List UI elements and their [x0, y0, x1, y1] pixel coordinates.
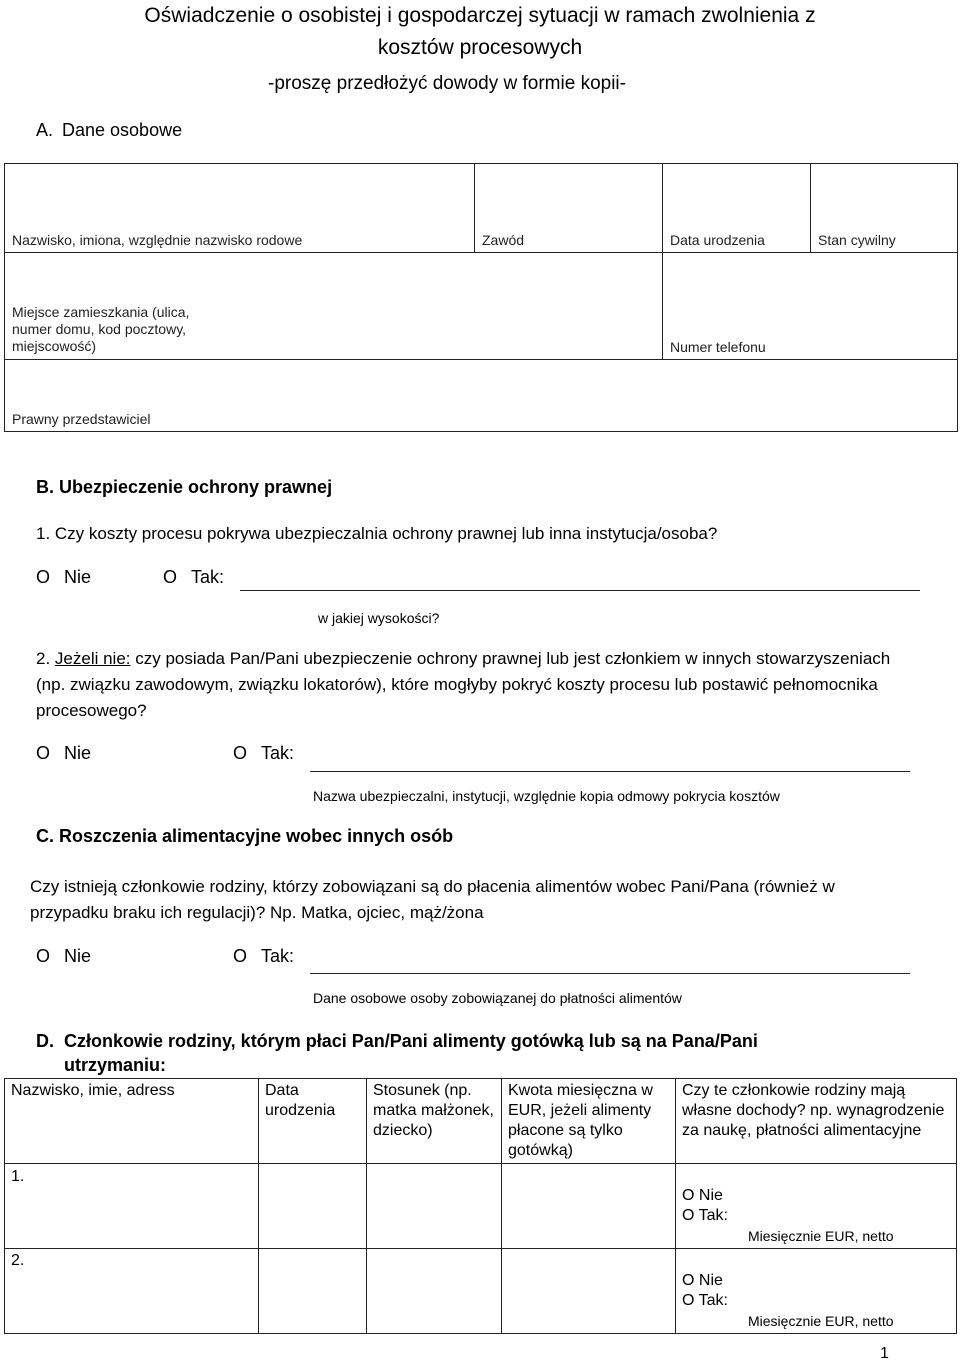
question-2: 2. Jeżeli nie: czy posiada Pan/Pani ubezpieczenie ochrony prawnej lub jest członkiem w innych stowarzyszeniach (np. związku zawodowym, związku lokatorów), które mogłyby pokryć koszty procesu lub postawić pełnomocnika procesowego?	[36, 649, 891, 720]
name-field[interactable]: Nazwisko, imiona, względnie nazwisko rodowe	[5, 164, 475, 253]
section-c-question: Czy istnieją członkowie rodziny, którzy zobowiązani są do płacenia alimentów wobec Pani/Pana (również w przypadku braku ich regulacji)? Np. Matka, ojciec, mąż/żona	[30, 877, 835, 922]
row-amount-cell[interactable]	[502, 1164, 676, 1249]
row-birthdate-cell[interactable]	[259, 1249, 367, 1334]
family-members-table	[4, 1078, 957, 1334]
row-yes-option[interactable]: O Tak:	[682, 1207, 728, 1224]
birthdate-field[interactable]: Data urodzenia	[663, 164, 811, 253]
row-relation-cell[interactable]	[367, 1249, 502, 1334]
section-a-heading: A. Dane osobowe	[36, 120, 183, 140]
row-name-cell[interactable]: 1.	[5, 1164, 259, 1249]
row-income-cell	[676, 1249, 957, 1334]
monthly-net-label: Miesięcznie EUR, netto	[748, 1313, 894, 1329]
representative-field[interactable]: Prawny przedstawiciel	[5, 360, 958, 432]
header-monthly-amount: Kwota miesięczna w EUR, jeżeli alimenty płacone są tylko gotówką)	[502, 1079, 676, 1164]
row-income-cell	[676, 1164, 957, 1249]
q2-yes-option[interactable]: O Tak:	[233, 743, 295, 763]
radio-icon: O	[682, 1272, 695, 1289]
q2-label: Nazwa ubezpieczalni, instytucji, względnie kopia odmowy pokrycia kosztów	[313, 788, 780, 804]
address-field[interactable]: Miejsce zamieszkania (ulica, numer domu, kod pocztowy, miejscowość)	[5, 253, 663, 360]
section-b-heading: B. Ubezpieczenie ochrony prawnej	[36, 477, 333, 497]
question-1: 1. Czy koszty procesu pokrywa ubezpieczalnia ochrony prawnej lub inna instytucja/osoba?	[36, 524, 718, 543]
row-no-option[interactable]: O Nie	[682, 1272, 723, 1289]
q2-answer-line[interactable]	[310, 771, 910, 772]
page-number: 1	[880, 1345, 889, 1362]
row-relation-cell[interactable]	[367, 1164, 502, 1249]
marital-status-field[interactable]: Stan cywilny	[811, 164, 958, 253]
q1-no-option[interactable]: O Nie	[36, 567, 92, 587]
c-answer-line[interactable]	[310, 973, 910, 974]
q1-yes-option[interactable]: O Tak:	[163, 567, 225, 587]
header-birthdate: Data urodzenia	[259, 1079, 367, 1164]
radio-icon: O	[36, 946, 51, 966]
radio-icon: O	[233, 946, 248, 966]
row-yes-option[interactable]: O Tak:	[682, 1292, 728, 1309]
table-row	[5, 1249, 957, 1334]
c-yes-option[interactable]: O Tak:	[233, 946, 295, 966]
monthly-net-label: Miesięcznie EUR, netto	[748, 1228, 894, 1244]
table-row	[5, 1164, 957, 1249]
subtitle: -proszę przedłożyć dowody w formie kopii-	[268, 73, 626, 94]
radio-icon: O	[233, 743, 248, 763]
q1-answer-line[interactable]	[240, 590, 920, 591]
q2-no-option[interactable]: O Nie	[36, 743, 92, 763]
row-no-option[interactable]: O Nie	[682, 1187, 723, 1204]
document-title: Oświadczenie o osobistej i gospodarczej sytuacji w ramach zwolnienia z kosztów procesowych	[144, 4, 816, 59]
personal-data-table	[4, 163, 958, 432]
header-name-address: Nazwisko, imie, adress	[5, 1079, 259, 1164]
section-c-label: Dane osobowe osoby zobowiązanej do płatności alimentów	[313, 990, 682, 1006]
phone-field[interactable]: Numer telefonu	[663, 253, 958, 360]
radio-icon: O	[36, 743, 51, 763]
c-no-option[interactable]: O Nie	[36, 946, 92, 966]
section-d-heading: D. Członkowie rodziny, którym płaci Pan/Pani alimenty gotówką lub są na Pana/Pani utrzymaniu:	[36, 1031, 758, 1075]
section-c-heading: C. Roszczenia alimentacyjne wobec innych osób	[36, 826, 454, 846]
radio-icon: O	[682, 1187, 695, 1204]
radio-icon: O	[682, 1207, 695, 1224]
occupation-field[interactable]: Zawód	[475, 164, 663, 253]
header-own-income: Czy te członkowie rodziny mają własne dochody? np. wynagrodzenie za naukę, płatności alimentacyjne	[676, 1079, 957, 1164]
row-amount-cell[interactable]	[502, 1249, 676, 1334]
q1-amount-label: w jakiej wysokości?	[318, 610, 440, 626]
header-relation: Stosunek (np. matka małżonek, dziecko)	[367, 1079, 502, 1164]
row-name-cell[interactable]: 2.	[5, 1249, 259, 1334]
radio-icon: O	[163, 567, 178, 587]
radio-icon: O	[682, 1292, 695, 1309]
row-birthdate-cell[interactable]	[259, 1164, 367, 1249]
radio-icon: O	[36, 567, 51, 587]
